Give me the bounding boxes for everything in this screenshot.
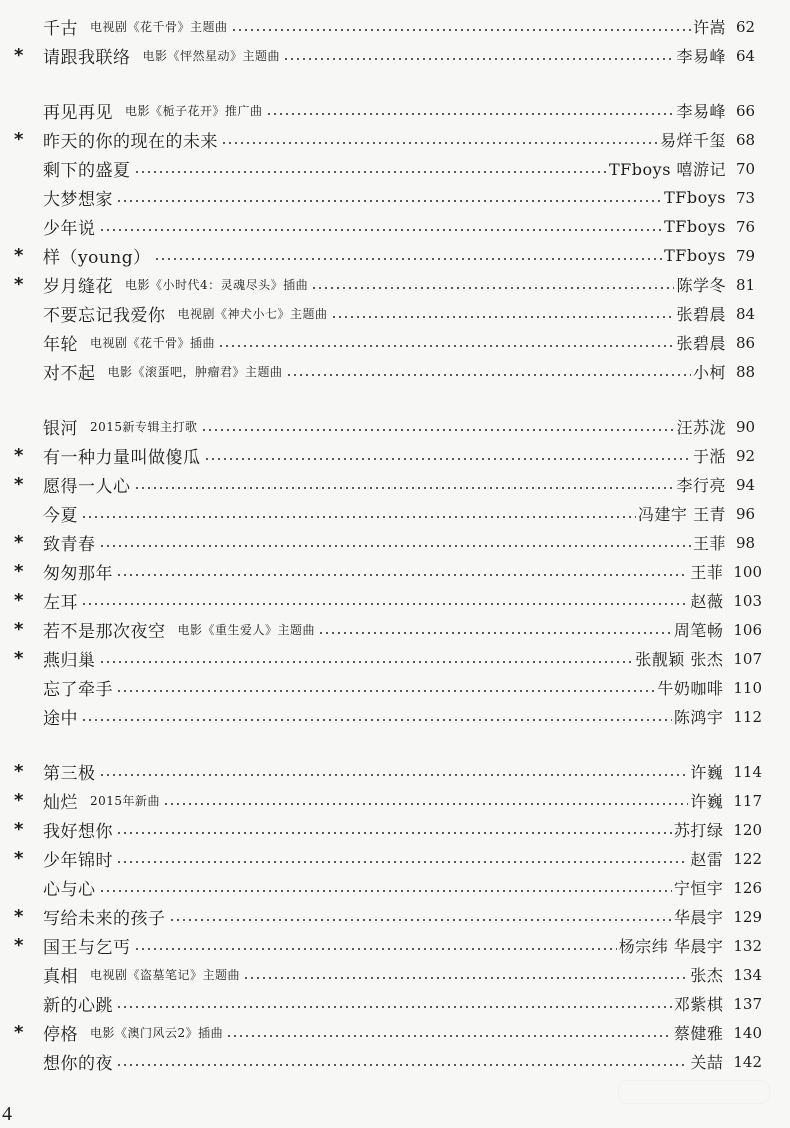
dot-leader — [231, 29, 691, 31]
song-note: 2015年新曲 — [90, 794, 161, 808]
song-title: 真相 — [43, 967, 78, 987]
artist-name: 王菲 — [690, 563, 724, 582]
song-title: 再见再见 — [43, 103, 113, 123]
dot-leader — [218, 345, 674, 347]
toc-entry[interactable] — [0, 960, 790, 989]
artist-name: 关喆 — [690, 1053, 724, 1072]
toc-entry[interactable] — [0, 757, 790, 786]
song-title: 写给未来的孩子 — [43, 909, 166, 929]
toc-group — [0, 96, 790, 386]
entry-page-number: 79 — [736, 246, 756, 265]
entry-page-number: 126 — [733, 878, 762, 897]
song-note: 电影《澳门风云2》插曲 — [90, 1026, 224, 1040]
dot-leader — [134, 171, 608, 173]
song-title: 左耳 — [43, 593, 78, 613]
dot-leader — [116, 832, 672, 834]
entry-page-number: 96 — [736, 504, 756, 523]
artist-name: 易烊千玺 — [659, 131, 726, 150]
artist-name: 杨宗纬 华晨宇 — [618, 937, 724, 956]
dot-leader — [283, 58, 674, 60]
song-title: 停格 — [43, 1025, 78, 1045]
dot-leader — [134, 948, 617, 950]
asterisk-marker-icon: * — [14, 619, 24, 640]
entry-page-number: 76 — [736, 217, 756, 236]
asterisk-marker-icon: * — [14, 45, 24, 66]
asterisk-marker-icon: * — [14, 474, 24, 495]
artist-name: 赵雷 — [690, 850, 724, 869]
asterisk-marker-icon: * — [14, 1022, 24, 1043]
toc-entry[interactable] — [0, 441, 790, 470]
dot-leader — [99, 229, 663, 231]
dot-leader — [318, 632, 672, 634]
entry-page-number: 106 — [733, 620, 762, 639]
toc-entry[interactable] — [0, 931, 790, 960]
entry-page-number: 122 — [733, 849, 762, 868]
artist-name: 许嵩 — [692, 18, 726, 37]
toc-entry[interactable] — [0, 702, 790, 731]
toc-entry[interactable] — [0, 41, 790, 70]
artist-name: 李行亮 — [676, 476, 726, 495]
toc-entry[interactable] — [0, 470, 790, 499]
toc-group — [0, 412, 790, 731]
toc-entry[interactable] — [0, 615, 790, 644]
song-title: 愿得一人心 — [43, 477, 131, 497]
dot-leader — [169, 919, 672, 921]
table-of-contents — [0, 12, 790, 1076]
asterisk-marker-icon: * — [14, 906, 24, 927]
entry-page-number: 100 — [733, 562, 762, 581]
artist-name: 陈鸿宇 — [673, 708, 724, 727]
toc-entry[interactable] — [0, 586, 790, 615]
entry-page-number: 129 — [733, 907, 762, 926]
entry-page-number: 64 — [736, 46, 756, 65]
song-title: 千古 — [43, 19, 78, 39]
dot-leader — [226, 1035, 672, 1037]
dot-leader — [266, 113, 675, 115]
song-note: 电视剧《花千骨》主题曲 — [90, 20, 228, 34]
toc-entry[interactable] — [0, 96, 790, 125]
asterisk-marker-icon: * — [14, 648, 24, 669]
song-title: 若不是那次夜空 — [43, 622, 166, 642]
toc-entry[interactable] — [0, 12, 790, 41]
entry-page-number: 103 — [733, 591, 762, 610]
artist-name: 华晨宇 — [673, 908, 724, 927]
song-title: 有一种力量叫做傻瓜 — [43, 448, 201, 468]
artist-name: 赵薇 — [690, 592, 724, 611]
entry-page-number: 137 — [733, 994, 762, 1013]
song-note: 电影《重生爱人》主题曲 — [177, 623, 316, 637]
song-note: 2015新专辑主打歌 — [90, 420, 198, 434]
asterisk-marker-icon: * — [14, 245, 24, 266]
song-title: 新的心跳 — [43, 996, 113, 1016]
dot-leader — [116, 200, 662, 202]
entry-page-number: 73 — [736, 188, 756, 207]
artist-name: 王菲 — [692, 534, 726, 553]
artist-name: 周笔畅 — [673, 621, 724, 640]
artist-name: 陈学冬 — [676, 276, 726, 295]
dot-leader — [221, 142, 658, 144]
song-title: 昨天的你的现在的未来 — [43, 132, 218, 152]
asterisk-marker-icon: * — [14, 445, 24, 466]
song-title: 岁月缝花 — [43, 277, 113, 297]
asterisk-marker-icon: * — [14, 532, 24, 553]
entry-page-number: 90 — [736, 417, 756, 436]
toc-entry[interactable] — [0, 499, 790, 528]
dot-leader — [163, 803, 688, 805]
entry-page-number: 81 — [736, 275, 756, 294]
dot-leader — [311, 287, 674, 289]
artist-name: 张碧晨 — [676, 334, 726, 353]
song-title: 年轮 — [43, 335, 78, 355]
dot-leader — [116, 1006, 672, 1008]
song-title: 心与心 — [43, 880, 96, 900]
artist-name: 张碧晨 — [676, 305, 726, 324]
dot-leader — [99, 545, 691, 547]
artist-name: TFboys — [664, 188, 726, 207]
toc-entry[interactable] — [0, 902, 790, 931]
entry-page-number: 120 — [733, 820, 762, 839]
toc-entry[interactable] — [0, 212, 790, 241]
artist-name: 邓紫棋 — [673, 995, 724, 1014]
dot-leader — [99, 774, 689, 776]
artist-name: TFboys — [664, 246, 726, 265]
asterisk-marker-icon: * — [14, 848, 24, 869]
song-note: 电视剧《花千骨》插曲 — [90, 336, 216, 350]
entry-page-number: 98 — [736, 533, 756, 552]
toc-entry[interactable] — [0, 125, 790, 154]
song-title: 请跟我联络 — [43, 48, 131, 68]
dot-leader — [116, 690, 655, 692]
song-title: 今夏 — [43, 506, 78, 526]
toc-entry[interactable] — [0, 644, 790, 673]
dot-leader — [81, 719, 672, 721]
artist-name: 许巍 — [690, 792, 724, 811]
song-title: 少年锦时 — [43, 851, 113, 871]
dot-leader — [201, 429, 675, 431]
artist-name: 李易峰 — [676, 102, 726, 121]
song-title: 少年说 — [43, 219, 96, 239]
song-title: 忘了牵手 — [43, 680, 113, 700]
artist-name: 汪苏泷 — [676, 418, 726, 437]
artist-name: 许巍 — [690, 763, 724, 782]
toc-entry[interactable] — [0, 1047, 790, 1076]
toc-entry[interactable] — [0, 270, 790, 299]
entry-page-number: 70 — [736, 159, 756, 178]
toc-group — [0, 12, 790, 70]
dot-leader — [99, 890, 672, 892]
song-note: 电影《小时代4：灵魂尽头》插曲 — [125, 278, 309, 292]
dot-leader — [154, 258, 662, 260]
toc-entry[interactable] — [0, 844, 790, 873]
asterisk-marker-icon: * — [14, 935, 24, 956]
faded-stamp — [618, 1080, 770, 1104]
song-title: 匆匆那年 — [43, 564, 113, 584]
toc-entry[interactable] — [0, 673, 790, 702]
page-number: 4 — [2, 1103, 12, 1125]
dot-leader — [204, 458, 691, 460]
asterisk-marker-icon: * — [14, 590, 24, 611]
entry-page-number: 112 — [733, 707, 762, 726]
dot-leader — [134, 487, 675, 489]
artist-name: 张靓颖 张杰 — [635, 650, 724, 669]
song-title: 燕归巢 — [43, 651, 96, 671]
asterisk-marker-icon: * — [14, 129, 24, 150]
artist-name: 宁恒宇 — [673, 879, 724, 898]
entry-page-number: 62 — [736, 17, 756, 36]
entry-page-number: 142 — [733, 1052, 762, 1071]
artist-name: 蔡健雅 — [673, 1024, 724, 1043]
asterisk-marker-icon: * — [14, 274, 24, 295]
entry-page-number: 84 — [736, 304, 756, 323]
toc-entry[interactable] — [0, 786, 790, 815]
artist-name: TFboys — [664, 217, 726, 236]
entry-page-number: 107 — [733, 649, 762, 668]
toc-entry[interactable] — [0, 183, 790, 212]
asterisk-marker-icon: * — [14, 790, 24, 811]
song-note: 电影《栀子花开》推广曲 — [125, 104, 263, 118]
entry-page-number: 117 — [733, 791, 762, 810]
song-title: 第三极 — [43, 764, 96, 784]
song-title: 我好想你 — [43, 822, 113, 842]
entry-page-number: 134 — [733, 965, 762, 984]
toc-entry[interactable] — [0, 328, 790, 357]
entry-page-number: 86 — [736, 333, 756, 352]
toc-entry[interactable] — [0, 154, 790, 183]
entry-page-number: 140 — [733, 1023, 762, 1042]
artist-name: TFboys 嘻游记 — [609, 160, 726, 179]
toc-entry[interactable] — [0, 989, 790, 1018]
asterisk-marker-icon: * — [14, 561, 24, 582]
song-note: 电影《滚蛋吧，肿瘤君》主题曲 — [107, 365, 283, 379]
entry-page-number: 66 — [736, 101, 756, 120]
song-title: 不要忘记我爱你 — [43, 306, 166, 326]
dot-leader — [116, 861, 688, 863]
dot-leader — [81, 516, 636, 518]
song-title: 想你的夜 — [43, 1054, 113, 1074]
entry-page-number: 88 — [736, 362, 756, 381]
asterisk-marker-icon: * — [14, 819, 24, 840]
dot-leader — [243, 977, 688, 979]
song-title: 大梦想家 — [43, 190, 113, 210]
song-title: 剩下的盛夏 — [43, 161, 131, 181]
song-title: 致青春 — [43, 535, 96, 555]
dot-leader — [99, 661, 634, 663]
toc-entry[interactable] — [0, 873, 790, 902]
dot-leader — [81, 603, 688, 605]
artist-name: 小柯 — [692, 363, 726, 382]
toc-entry[interactable] — [0, 412, 790, 441]
artist-name: 于湉 — [692, 447, 726, 466]
entry-page-number: 114 — [733, 762, 762, 781]
song-title: 样（young） — [43, 248, 151, 268]
toc-entry[interactable] — [0, 528, 790, 557]
artist-name: 李易峰 — [676, 47, 726, 66]
toc-entry[interactable] — [0, 241, 790, 270]
song-title: 对不起 — [43, 364, 96, 384]
song-title: 灿烂 — [43, 793, 78, 813]
toc-group — [0, 757, 790, 1076]
entry-page-number: 68 — [736, 130, 756, 149]
toc-entry[interactable] — [0, 357, 790, 386]
artist-name: 牛奶咖啡 — [657, 679, 724, 698]
entry-page-number: 92 — [736, 446, 756, 465]
toc-entry[interactable] — [0, 299, 790, 328]
song-title: 银河 — [43, 419, 78, 439]
song-title: 途中 — [43, 709, 78, 729]
asterisk-marker-icon: * — [14, 761, 24, 782]
song-title: 国王与乞丐 — [43, 938, 131, 958]
artist-name: 苏打绿 — [673, 821, 724, 840]
song-note: 电视剧《盗墓笔记》主题曲 — [90, 968, 241, 982]
toc-entry[interactable] — [0, 557, 790, 586]
dot-leader — [331, 316, 675, 318]
toc-entry[interactable] — [0, 1018, 790, 1047]
artist-name: 张杰 — [690, 966, 724, 985]
dot-leader — [116, 574, 688, 576]
song-note: 电影《怦然星动》主题曲 — [142, 49, 281, 63]
dot-leader — [286, 374, 691, 376]
dot-leader — [116, 1064, 688, 1066]
entry-page-number: 94 — [736, 475, 756, 494]
artist-name: 冯建宇 王青 — [637, 505, 726, 524]
song-note: 电视剧《神犬小七》主题曲 — [177, 307, 328, 321]
entry-page-number: 132 — [733, 936, 762, 955]
toc-entry[interactable] — [0, 815, 790, 844]
entry-page-number: 110 — [733, 678, 762, 697]
